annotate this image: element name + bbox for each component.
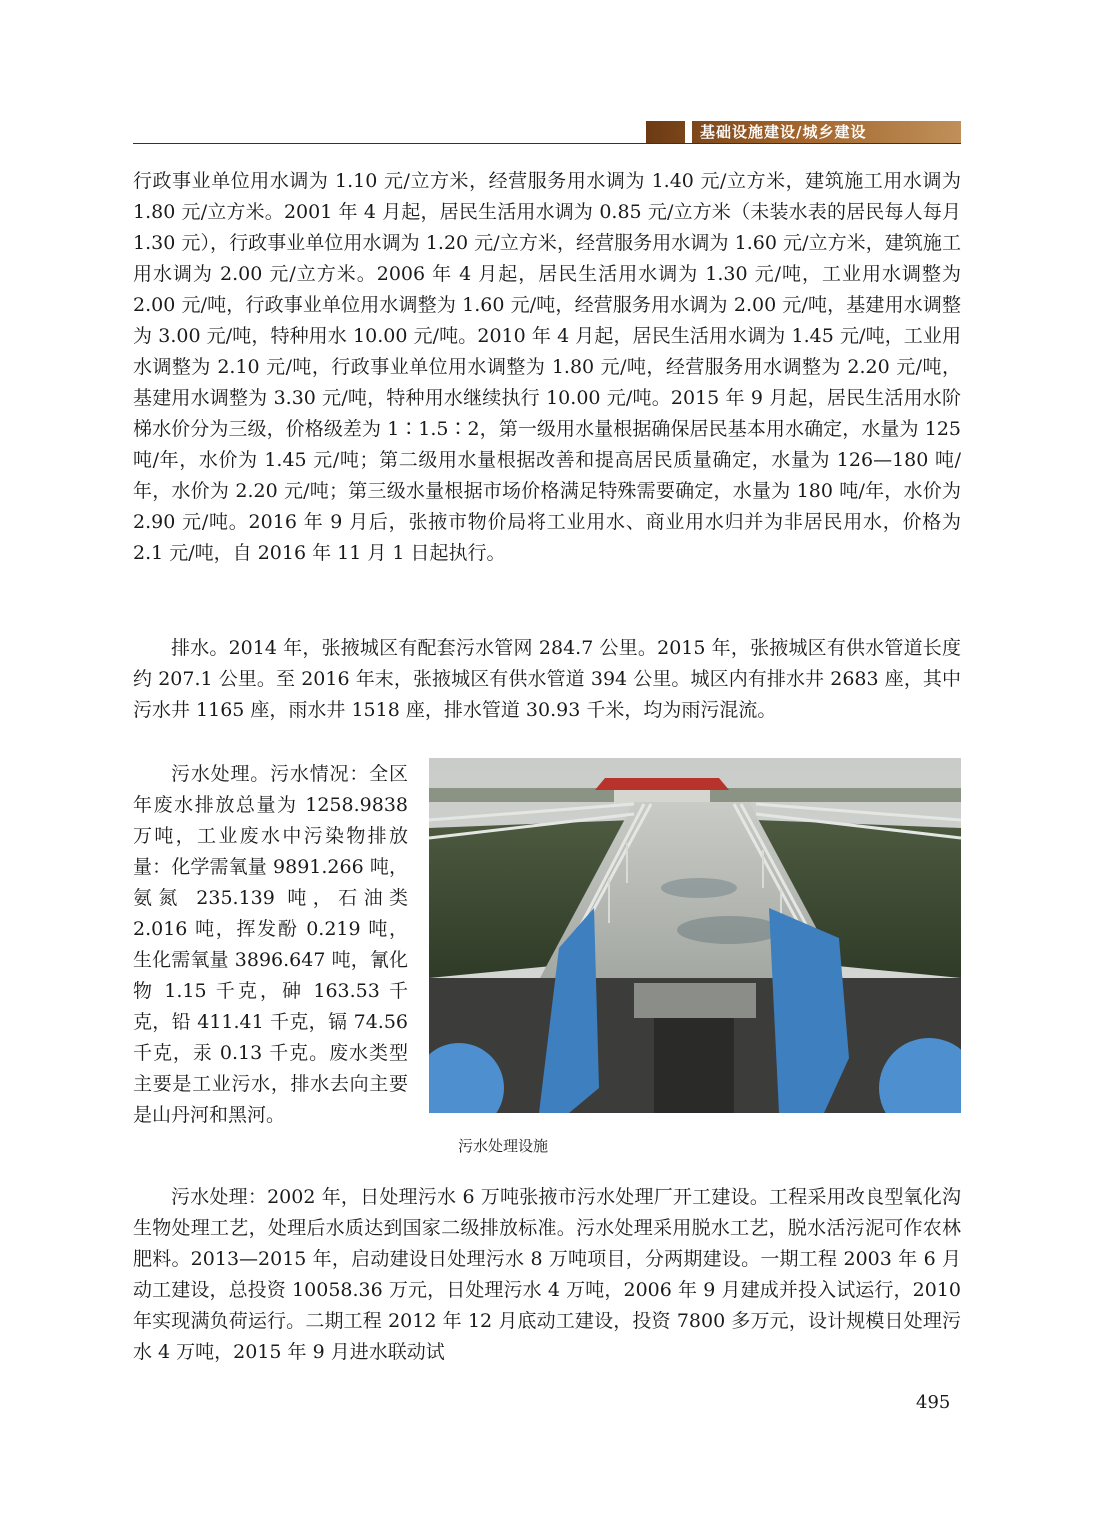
paragraph-sewage-treatment: 污水处理：2002 年，日处理污水 6 万吨张掖市污水处理厂开工建设。工程采用改良型氧化沟生物处理工艺，处理后水质达到国家二级排放标准。污水处理采用脱水工艺，脱水活污泥可作农林肥料。2013—2015 年，启动建设日处理污水 8 万吨项目，分两期建设。一期工程 2003 年 6 月动工建设，总投资 10058.36 万元，日处理污水 4 万吨，2006 年 9 月建成并投入试运行，2010 年实现满负荷运行。二期工程 2012 年 12 月底动工建设，投资 7800 多万元，设计规模日处理污水 4 万吨，2015 年 9 月进水联动试 bbox=[133, 1186, 961, 1363]
paragraph-water-price: 行政事业单位用水调为 1.10 元/立方米，经营服务用水调为 1.40 元/立方米，建筑施工用水调为 1.80 元/立方米。2001 年 4 月起，居民生活用水调为 0.85 元/立方米（未装水表的居民每人每月 1.30 元），行政事业单位用水调为 1.20 元/立方米，经营服务用水调为 1.60 元/立方米，建筑施工用水调为 2.00 元/立方米。2006 年 4 月起，居民生活用水调为 1.30 元/吨，工业用水调整为 2.00 元/吨，行政事业单位用水调整为 1.60 元/吨，经营服务用水调为 2.00 元/吨，基建用水调整为 3.00 元/吨，特种用水 10.00 元/吨。2010 年 4 月起，居民生活用水调为 1.45 元/吨，工业用水调整为 2.10 元/吨，行政事业单位用水调整为 1.80 元/吨，经营服务用水调整为 2.20 元/吨，基建用水调整为 3.30 元/吨，特种用水继续执行 10.00 元/吨。2015 年 9 月起，居民生活用水阶梯水价分为三级，价格级差为 1∶1.5∶2，第一级用水量根据确保居民基本用水确定，水量为 125 吨/年，水价为 1.45 元/吨；第二级用水量根据改善和提高居民质量确定，水量为 126—180 吨/年，水价为 2.20 元/吨；第三级水量根据市场价格满足特殊需要确定，水量为 180 吨/年，水价为 2.90 元/吨。2016 年 9 月后，张掖市物价局将工业用水、商业用水归并为非居民用水，价格为 2.1 元/吨，自 2016 年 11 月 1 日起执行。 bbox=[133, 170, 961, 564]
header-mark bbox=[685, 121, 692, 143]
running-header: 基础设施建设/城乡建设 bbox=[700, 123, 867, 141]
figure-caption: 污水处理设施 bbox=[458, 1137, 549, 1155]
paragraph-drainage: 排水。2014 年，张掖城区有配套污水管网 284.7 公里。2015 年，张掖城区有供水管道长度约 207.1 公里。至 2016 年末，张掖城区有供水管道 394 公里。城区内有排水井 2683 座，其中污水井 1165 座，雨水井 1518 座，排水管道 30.93 千米，均为雨污混流。 bbox=[133, 637, 961, 721]
sewage-facility-photo bbox=[429, 758, 961, 1113]
page-number: 495 bbox=[916, 1392, 951, 1413]
paragraph-sewage-situation: 污水处理。污水情况：全区年废水排放总量为 1258.9838 万吨，工业废水中污染物排放量：化学需氧量 9891.266 吨，氨氮 235.139 吨，石油类 2.016 吨，挥发酚 0.219 吨，生化需氧量 3896.647 吨，氰化物 1.15 千克，砷 163.53 千克，铅 411.41 千克，镉 74.56 千克，汞 0.13 千克。废水类型主要是工业污水，排水去向主要是山丹河和黑河。 bbox=[133, 763, 408, 1126]
header-rule bbox=[133, 143, 961, 144]
